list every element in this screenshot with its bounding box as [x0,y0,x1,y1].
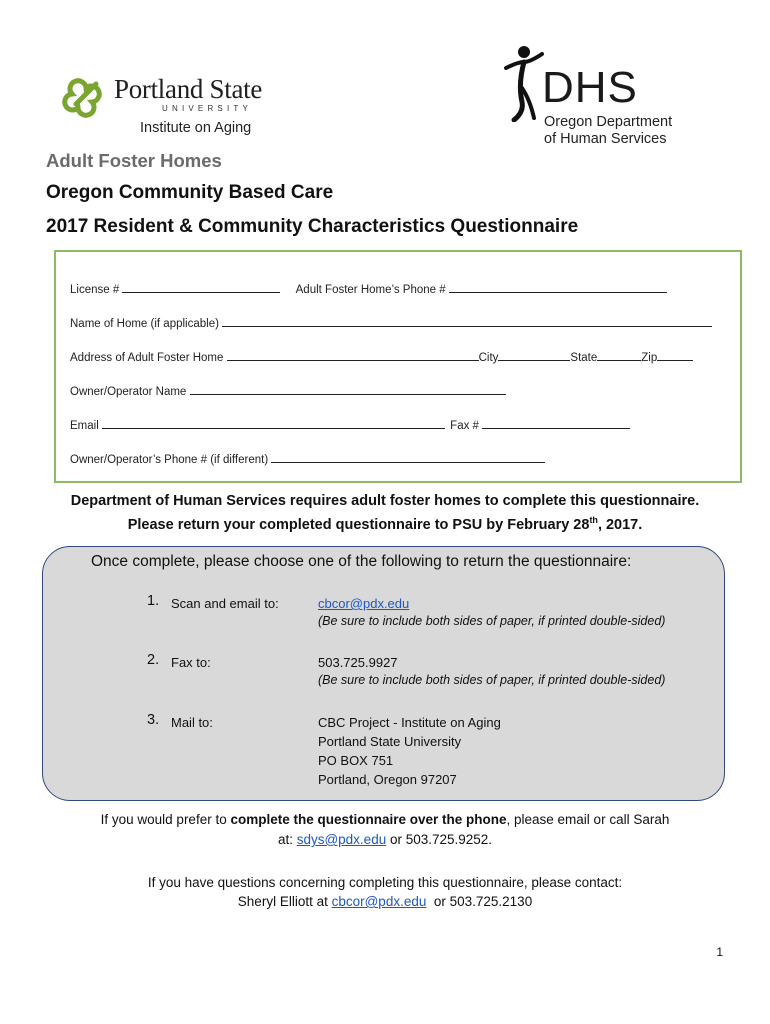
option-2-label: Fax to: [171,655,211,670]
fax-field[interactable] [482,418,630,429]
questions-line-1: If you have questions concerning completing this questionnaire, please contact: [147,875,623,890]
state-field[interactable] [597,350,641,361]
option-3-number: 3. [147,712,160,728]
sheryl-email-link[interactable]: cbcor@pdx.edu [331,894,427,909]
option-3-address-line-2: Portland State University [318,734,462,749]
phone-option-at: at: [277,832,297,847]
option-2-number: 2. [147,652,160,668]
psu-logo [62,70,282,140]
page-number: 1 [716,945,723,959]
option-1-number: 1. [147,593,160,609]
phone-option-line-2 [0,832,770,847]
fax-label: Fax # [450,420,479,432]
city-field[interactable] [498,350,570,361]
dhs-logo [498,44,698,154]
contact-name: Sheryl Elliott at [237,894,332,909]
address-row [70,350,693,364]
dhs-figure-icon [500,44,548,122]
notice-line-2 [0,517,770,533]
email-row [70,418,630,432]
owner-field[interactable] [190,384,506,395]
sarah-phone: or 503.725.9252. [386,832,493,847]
zip-field[interactable] [657,350,693,361]
document-title-line-1: Oregon Community Based Care [46,182,334,203]
sheryl-phone: or 503.725.2130 [426,894,533,909]
license-label: License # [70,284,120,296]
option-3-label: Mail to: [171,715,213,730]
city-label: City [478,352,499,364]
questions-line-2 [0,894,770,909]
notice-year-text: , 2017. [597,517,643,533]
sarah-email-link[interactable]: sdys@pdx.edu [296,832,387,847]
option-3-address-line-1: CBC Project - Institute on Aging [318,715,501,730]
contact-info-form [54,250,742,483]
address-field[interactable] [227,350,479,361]
dhs-line-2: of Human Services [544,131,667,147]
home-name-label: Name of Home (if applicable) [70,318,219,330]
psu-university: UNIVERSITY [162,104,253,113]
owner-label: Owner/Operator Name [70,386,187,398]
home-phone-label: Adult Foster Home’s Phone # [295,284,446,296]
notice-ordinal-suffix: th [589,515,598,526]
license-field[interactable] [122,282,280,293]
home-name-row [70,316,712,330]
psu-emblem-icon [62,70,110,118]
license-row [70,282,667,296]
owner-row [70,384,506,398]
phone-option-bold: complete the questionnaire over the phone [230,812,507,827]
state-label: State [570,352,598,364]
option-1-email-link[interactable]: cbcor@pdx.edu [318,596,410,611]
email-field[interactable] [102,418,445,429]
option-2-fax-value: 503.725.9927 [318,655,398,670]
return-heading: Once complete, please choose one of the following to return the questionnaire: [91,553,632,570]
dhs-abbrev: DHS [542,63,638,112]
document-subtitle: Adult Foster Homes [46,150,222,171]
email-label: Email [70,420,99,432]
option-2-note: (Be sure to include both sides of paper, if printed double-sided) [318,673,666,687]
option-1-label: Scan and email to: [171,596,279,611]
option-3-address-line-3: PO BOX 751 [318,753,394,768]
notice-line-1: Department of Human Services requires adult foster homes to complete this questionnaire. [70,493,700,509]
document-title-line-2: 2017 Resident & Community Characteristics Questionnaire [46,216,579,237]
phone-option-line-1 [0,812,770,827]
phone-option-post: , please email or call Sarah [506,812,670,827]
option-3-address-line-4: Portland, Oregon 97207 [318,772,457,787]
address-label: Address of Adult Foster Home [70,352,224,364]
home-phone-field[interactable] [449,282,667,293]
phone-option-pre: If you would prefer to [100,812,231,827]
home-name-field[interactable] [222,316,712,327]
dhs-line-1: Oregon Department [544,114,673,130]
owner-phone-label: Owner/Operator’s Phone # (if different) [70,454,269,466]
zip-label: Zip [641,352,658,364]
psu-name: Portland State [114,74,263,104]
owner-phone-row [70,452,545,466]
psu-institute: Institute on Aging [140,120,252,136]
option-1-note: (Be sure to include both sides of paper, if printed double-sided) [318,614,666,628]
notice-deadline-text: Please return your completed questionnaire to PSU by February 28 [127,517,590,533]
owner-phone-field[interactable] [271,452,545,463]
return-options-box [42,546,725,801]
